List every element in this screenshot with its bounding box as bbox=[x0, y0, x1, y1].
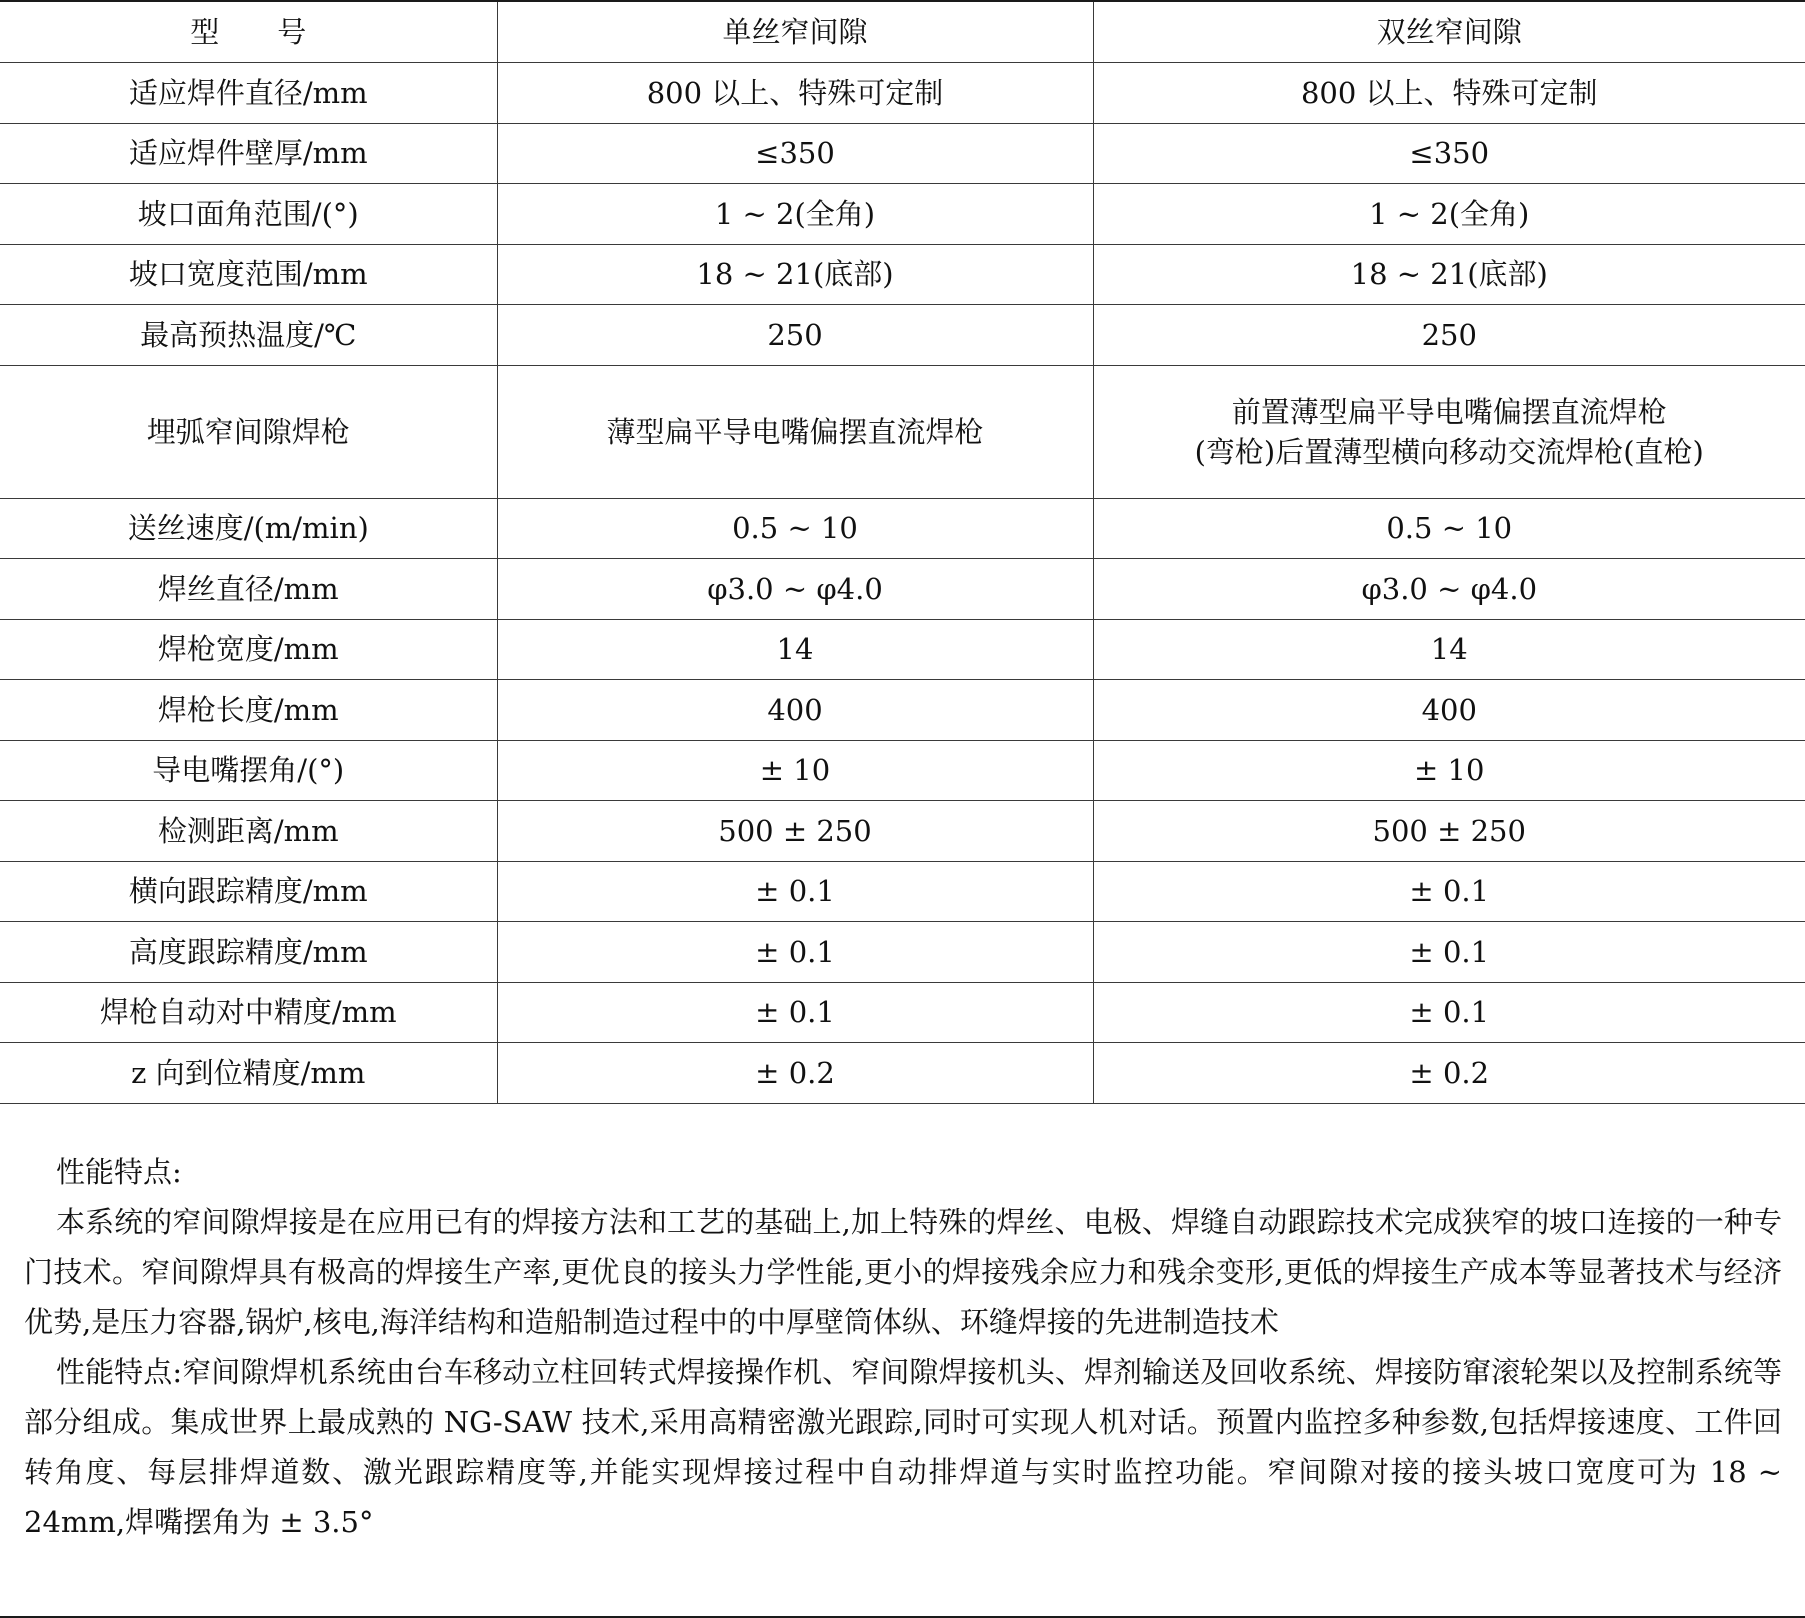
table-row bbox=[0, 740, 1805, 801]
table-row bbox=[0, 861, 1805, 922]
row-label: 最高预热温度/℃ bbox=[0, 305, 497, 366]
double-wire-value: 0.5 ~ 10 bbox=[1093, 498, 1805, 559]
double-wire-torch-line-1: 前置薄型扁平导电嘴偏摆直流焊枪 bbox=[1231, 394, 1667, 429]
double-wire-value: ± 0.2 bbox=[1093, 1043, 1805, 1104]
table-row bbox=[0, 63, 1805, 124]
double-wire-value: ± 0.1 bbox=[1093, 982, 1805, 1043]
row-label: 送丝速度/(m/min) bbox=[0, 498, 497, 559]
row-label: 焊丝直径/mm bbox=[0, 559, 497, 620]
row-label: 检测距离/mm bbox=[0, 801, 497, 862]
row-label: 坡口面角范围/(°) bbox=[0, 184, 497, 245]
double-wire-value: ≤350 bbox=[1093, 123, 1805, 184]
single-wire-value: 0.5 ~ 10 bbox=[497, 498, 1093, 559]
row-label: 焊枪自动对中精度/mm bbox=[0, 982, 497, 1043]
double-wire-value: ± 10 bbox=[1093, 740, 1805, 801]
double-wire-value: 400 bbox=[1093, 680, 1805, 741]
double-wire-value: φ3.0 ~ φ4.0 bbox=[1093, 559, 1805, 620]
header-model: 型 号 bbox=[0, 2, 497, 63]
notes-paragraph-system: 性能特点:窄间隙焊机系统由台车移动立柱回转式焊接操作机、窄间隙焊接机头、焊剂输送及回收系统、焊接防窜滚轮架以及控制系统等部分组成。集成世界上最成熟的 NG-SAW 技术,采用高精密激光跟踪,同时可实现人机对话。预置内监控多种参数,包括焊接速度、工件回转角度、每层排焊道数、激光跟踪精度等,并能实现焊接过程中自动排焊道与实时监控功能。窄间隙对接的接头坡口宽度可为 18 ~ 24mm,焊嘴摆角为 ± 3.5° bbox=[24, 1355, 1782, 1539]
row-label: 焊枪宽度/mm bbox=[0, 619, 497, 680]
double-wire-value: 800 以上、特殊可定制 bbox=[1093, 63, 1805, 124]
row-label: 适应焊件直径/mm bbox=[0, 63, 497, 124]
table-row bbox=[0, 305, 1805, 366]
row-label: 横向跟踪精度/mm bbox=[0, 861, 497, 922]
double-wire-value bbox=[1093, 365, 1805, 498]
notes-heading: 性能特点: bbox=[56, 1155, 182, 1189]
row-label: z 向到位精度/mm bbox=[0, 1043, 497, 1104]
table-row bbox=[0, 1043, 1805, 1104]
table-row bbox=[0, 801, 1805, 862]
row-label: 坡口宽度范围/mm bbox=[0, 244, 497, 305]
table-row bbox=[0, 559, 1805, 620]
notes-paragraph-intro: 本系统的窄间隙焊接是在应用已有的焊接方法和工艺的基础上,加上特殊的焊丝、电极、焊缝自动跟踪技术完成狭窄的坡口连接的一种专门技术。窄间隙焊具有极高的焊接生产率,更优良的接头力学性能,更小的焊接残余应力和残余变形,更低的焊接生产成本等显著技术与经济优势,是压力容器,锅炉,核电,海洋结构和造船制造过程中的中厚壁筒体纵、环缝焊接的先进制造技术 bbox=[24, 1205, 1782, 1339]
table-row bbox=[0, 982, 1805, 1043]
header-double-wire: 双丝窄间隙 bbox=[1093, 2, 1805, 63]
single-wire-value: 800 以上、特殊可定制 bbox=[497, 63, 1093, 124]
performance-notes bbox=[24, 1147, 1782, 1547]
table-row bbox=[0, 922, 1805, 983]
row-label: 高度跟踪精度/mm bbox=[0, 922, 497, 983]
row-label: 焊枪长度/mm bbox=[0, 680, 497, 741]
single-wire-value: ≤350 bbox=[497, 123, 1093, 184]
single-wire-value: 250 bbox=[497, 305, 1093, 366]
table-row bbox=[0, 123, 1805, 184]
row-label: 适应焊件壁厚/mm bbox=[0, 123, 497, 184]
single-wire-value: 薄型扁平导电嘴偏摆直流焊枪 bbox=[497, 365, 1093, 498]
single-wire-value: ± 10 bbox=[497, 740, 1093, 801]
table-row bbox=[0, 184, 1805, 245]
spec-table bbox=[0, 2, 1805, 1104]
double-wire-value: ± 0.1 bbox=[1093, 922, 1805, 983]
double-wire-value: 1 ~ 2(全角) bbox=[1093, 184, 1805, 245]
double-wire-value: 500 ± 250 bbox=[1093, 801, 1805, 862]
row-label: 导电嘴摆角/(°) bbox=[0, 740, 497, 801]
single-wire-value: φ3.0 ~ φ4.0 bbox=[497, 559, 1093, 620]
double-wire-value: 14 bbox=[1093, 619, 1805, 680]
table-row bbox=[0, 680, 1805, 741]
row-label: 埋弧窄间隙焊枪 bbox=[0, 365, 497, 498]
single-wire-value: 400 bbox=[497, 680, 1093, 741]
single-wire-value: ± 0.1 bbox=[497, 922, 1093, 983]
single-wire-value: ± 0.1 bbox=[497, 861, 1093, 922]
single-wire-value: ± 0.2 bbox=[497, 1043, 1093, 1104]
single-wire-value: ± 0.1 bbox=[497, 982, 1093, 1043]
table-row bbox=[0, 244, 1805, 305]
double-wire-torch-line-2: (弯枪)后置薄型横向移动交流焊枪(直枪) bbox=[1194, 434, 1704, 469]
table-row bbox=[0, 498, 1805, 559]
double-wire-value: 18 ~ 21(底部) bbox=[1093, 244, 1805, 305]
table-header-row bbox=[0, 2, 1805, 63]
single-wire-value: 1 ~ 2(全角) bbox=[497, 184, 1093, 245]
double-wire-value: ± 0.1 bbox=[1093, 861, 1805, 922]
single-wire-value: 14 bbox=[497, 619, 1093, 680]
double-wire-value: 250 bbox=[1093, 305, 1805, 366]
header-single-wire: 单丝窄间隙 bbox=[497, 2, 1093, 63]
single-wire-value: 18 ~ 21(底部) bbox=[497, 244, 1093, 305]
table-row bbox=[0, 619, 1805, 680]
table-row bbox=[0, 365, 1805, 498]
single-wire-value: 500 ± 250 bbox=[497, 801, 1093, 862]
